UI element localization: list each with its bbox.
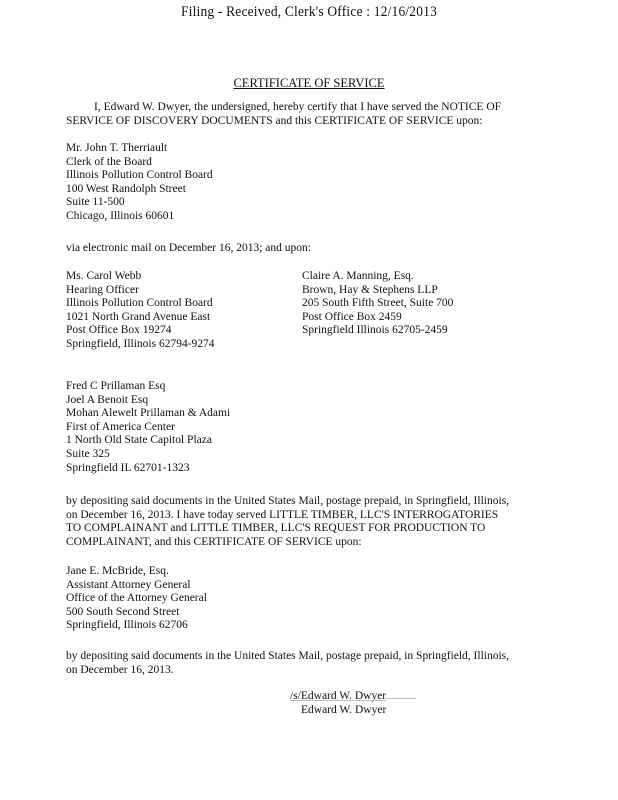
address-line: Springfield, Illinois 62794-9274: [66, 337, 215, 350]
address-line: First of America Center: [66, 420, 175, 433]
document-title: CERTIFICATE OF SERVICE: [233, 76, 385, 90]
paragraph-line: TO COMPLAINANT and LITTLE TIMBER, LLC'S REQUEST FOR PRODUCTION TO: [66, 522, 486, 535]
mail-paragraph: [66, 495, 509, 549]
address-line: Illinois Pollution Control Board: [66, 169, 213, 182]
address-line: Brown, Hay & Stephens LLP: [302, 283, 438, 296]
address-line: Springfield IL 62701-1323: [66, 461, 190, 474]
address-line: Illinois Pollution Control Board: [66, 297, 213, 310]
address-line: 1 North Old State Capitol Plaza: [66, 434, 212, 447]
e-signature: /s/Edward W. Dwyer: [290, 690, 387, 702]
address-clerk: [66, 142, 213, 224]
address-line: Assistant Attorney General: [66, 578, 191, 591]
signature-rule: [386, 688, 416, 699]
paragraph-line: by depositing said documents in the United States Mail, postage prepaid, in Springfield, Illinois,: [66, 650, 510, 662]
address-line: Joel A Benoit Esq: [66, 393, 149, 406]
address-line: 100 West Randolph Street: [66, 182, 186, 195]
address-line: Clerk of the Board: [66, 155, 152, 168]
via-email-line: via electronic mail on December 16, 2013; and upon:: [66, 242, 311, 254]
signer-name: Edward W. Dwyer: [301, 704, 387, 716]
signature-line: [290, 688, 416, 703]
address-line: Springfield Illinois 62705-2459: [302, 324, 448, 337]
paragraph-line: on December 16, 2013. I have today served LITTLE TIMBER, LLC'S INTERROGATORIES: [66, 508, 499, 521]
address-webb: [66, 270, 215, 352]
address-line: Jane E. McBride, Esq.: [66, 565, 169, 577]
intro-line-1: I, Edward W. Dwyer, the undersigned, hereby certify that I have served the NOTICE OF: [94, 101, 502, 113]
address-line: Springfield, Illinois 62706: [66, 619, 188, 632]
address-line: Mr. John T. Therriault: [66, 142, 168, 154]
address-line: Claire A. Manning, Esq.: [302, 270, 414, 282]
address-line: Post Office Box 2459: [302, 310, 402, 323]
paragraph-line: COMPLAINANT, and this CERTIFICATE OF SERVICE upon:: [66, 535, 362, 548]
closing-paragraph: [66, 650, 509, 677]
address-line: Chicago, Illinois 60601: [66, 209, 175, 222]
address-line: Suite 11-500: [66, 196, 125, 209]
paragraph-line: on December 16, 2013.: [66, 663, 174, 676]
address-line: Mohan Alewelt Prillaman & Adami: [66, 407, 231, 420]
address-line: Fred C Prillaman Esq: [66, 380, 166, 392]
paragraph-line: by depositing said documents in the United States Mail, postage prepaid, in Springfield, Illinois,: [66, 495, 510, 507]
address-prillaman: [66, 380, 230, 475]
address-line: 1021 North Grand Avenue East: [66, 310, 211, 323]
address-line: Office of the Attorney General: [66, 592, 207, 605]
address-manning: [302, 270, 453, 338]
intro-line-2: SERVICE OF DISCOVERY DOCUMENTS and this CERTIFICATE OF SERVICE upon:: [66, 115, 483, 127]
address-line: Ms. Carol Webb: [66, 270, 142, 282]
address-line: Suite 325: [66, 447, 110, 460]
address-line: Post Office Box 19274: [66, 324, 172, 337]
address-line: Hearing Officer: [66, 283, 139, 296]
filing-stamp: Filing - Received, Clerk's Office : 12/16/2013: [180, 4, 438, 20]
address-line: 205 South Fifth Street, Suite 700: [302, 297, 454, 310]
address-mcbride: [66, 565, 207, 633]
address-line: 500 South Second Street: [66, 605, 180, 618]
